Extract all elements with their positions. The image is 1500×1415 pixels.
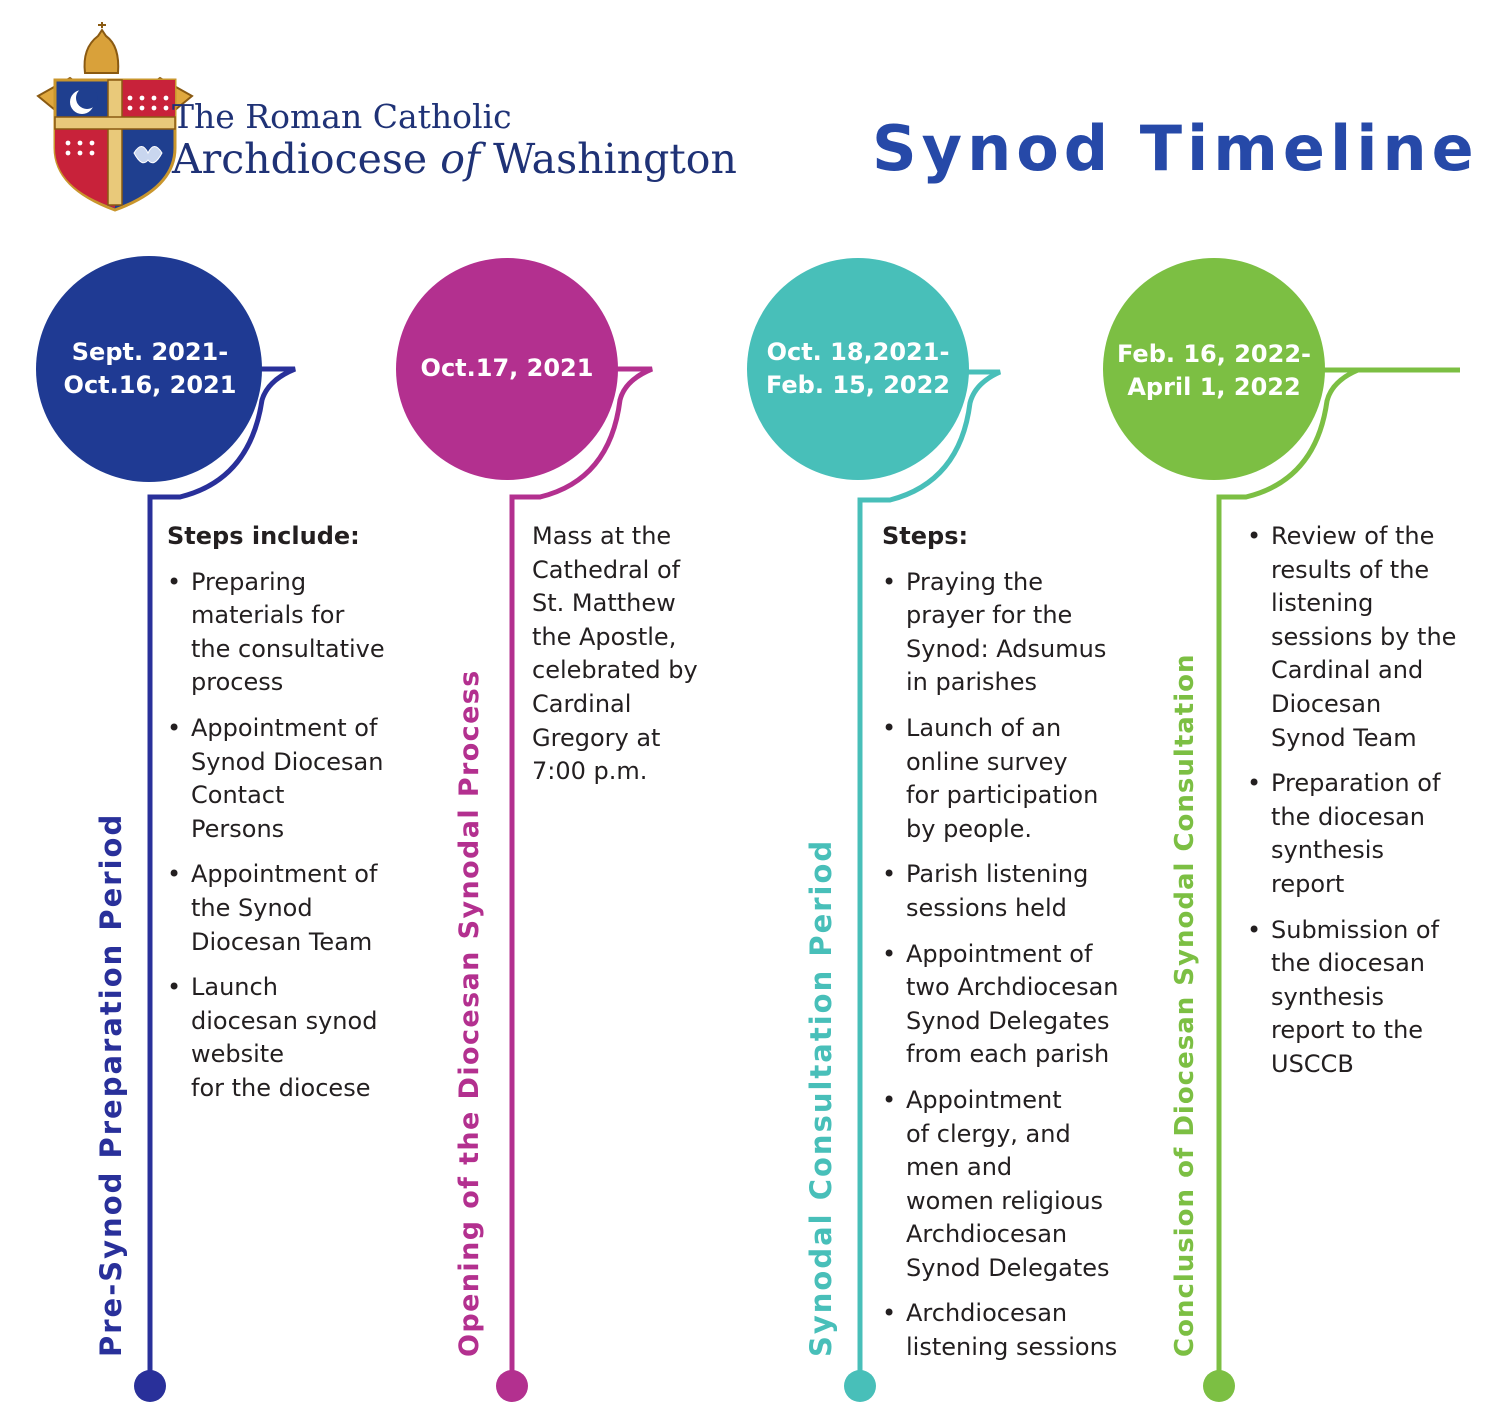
list-item: • Launch diocesan synod website for the diocese [167,973,378,1102]
phase1-label: Pre-Synod Preparation Period [94,812,128,1357]
list-item: • Appointment of clergy, and men and women religious Archdiocesan Synod Delegates [882,1085,1110,1282]
phase3-end-dot [844,1370,876,1402]
phase3-date: Oct. 18,2021- Feb. 15, 2022 [765,338,951,399]
phase1-date: Sept. 2021- Oct.16, 2021 [63,338,237,399]
phase3-details [882,520,1152,1377]
phase3-heading: Steps: [882,522,969,550]
list-item: • Submission of the diocesan synthesis report to the USCCB [1247,915,1440,1078]
list-item: • Launch of an online survey for participation by people. [882,713,1099,843]
page-title: Synod Timeline [872,112,1479,185]
list-item: • Parish listening sessions held [882,860,1089,922]
phase3-steps-list [882,566,1152,1365]
phase3-label: Synodal Consultation Period [804,838,838,1357]
phase4-details [1247,520,1492,1094]
list-item: • Praying the prayer for the Synod: Adsumus in parishes [882,567,1107,697]
list-item: • Preparing materials for the consultative process [167,567,385,697]
phase1-steps-list [167,566,417,1106]
phase2-date: Oct.17, 2021 [420,354,594,382]
list-item: • Appointment of two Archdiocesan Synod Delegates from each parish [882,939,1119,1069]
phase2-end-dot [496,1370,528,1402]
phase2-description: Mass at the Cathedral of St. Matthew the Apostle, celebrated by Cardinal Gregory at 7:00 p.m. [532,522,698,786]
phase4-end-dot [1203,1370,1235,1402]
phase4-steps-list [1247,520,1492,1082]
list-item: • Review of the results of the listening sessions by the Cardinal and Diocesan Synod Team [1247,522,1457,752]
phase1-end-dot [134,1370,166,1402]
phase4-label: Conclusion of Diocesan Synodal Consultation [1170,653,1200,1357]
phase1-details [167,520,417,1118]
list-item: • Preparation of the diocesan synthesis report [1247,769,1441,898]
list-item: • Appointment of the Synod Diocesan Team [167,860,378,956]
phase4-date: Feb. 16, 2022- April 1, 2022 [1117,340,1311,401]
phase1-heading: Steps include: [167,522,360,550]
phase2-label: Opening of the Diocesan Synodal Process [454,669,485,1357]
organization-name-line1: The Roman Catholic [172,97,512,136]
organization-name-line2: Archdiocese of Washington [172,135,737,183]
phase2-details [532,520,732,789]
list-item: • Archdiocesan listening sessions [882,1299,1118,1362]
list-item: • Appointment of Synod Diocesan Contact Persons [167,713,384,843]
